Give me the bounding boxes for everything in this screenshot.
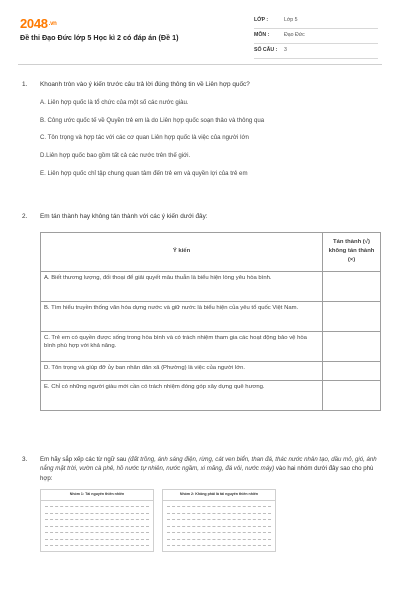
meta-row-question-count [254,44,378,59]
question-number: 1. [22,81,28,88]
answer-line[interactable] [167,513,271,514]
logo-text: 2048 [20,16,48,31]
answer-option-b[interactable]: B. Công ước quốc tế về Quyền trẻ em là do Liên hợp quốc soạn thảo và thông qua [40,116,265,124]
meta-key: SỐ CÂU : [254,47,278,54]
question-text: Em tán thành hay không tán thành với các ý kiến dưới đây: [40,213,208,220]
table-header-row [41,232,381,271]
meta-value: Đạo Đức [284,32,305,39]
meta-value: 3 [284,47,287,54]
opinion-cell: D. Tôn trọng và giúp đỡ ủy ban nhân dân xã (Phường) là việc của người lớn. [41,361,323,380]
question-3 [18,455,382,552]
meta-key: LỚP : [254,17,269,24]
meta-key: MÔN : [254,32,270,39]
answer-cell[interactable] [323,380,381,410]
opinion-cell: B. Tìm hiểu truyền thống văn hóa dựng nước và giữ nước là biểu hiện của yêu tổ quốc Việt Nam. [41,301,323,331]
answer-line[interactable] [45,532,149,533]
answer-option-d[interactable]: D.Liên hợp quốc bao gồm tất cả các nước trên thế giới. [40,152,191,160]
answer-line[interactable] [167,539,271,540]
answer-cell[interactable] [323,271,381,301]
answer-option-c[interactable]: C. Tôn trọng và hợp tác với các cơ quan Liên hợp quốc là việc của người lớn [40,134,249,142]
column-header-opinion: Ý kiến [41,232,323,271]
table-row [41,331,381,361]
logo-suffix: .vn [48,21,57,28]
question-1 [18,80,382,178]
answer-cell[interactable] [323,361,381,380]
question-text-end: vào hai nhóm dưới đây sao cho phù hợp: [40,465,374,482]
question-text [40,455,382,483]
group-1-header: Nhóm 1: Tài nguyên thiên nhiên [41,490,153,500]
answer-cell[interactable] [323,331,381,361]
opinion-cell: C. Trẻ em có quyền được sống trong hòa bình và có trách nhiệm tham gia các hoạt động bảo vệ hòa bình phù hợp với khả năng. [41,331,323,361]
answer-line[interactable] [45,513,149,514]
answer-line[interactable] [45,526,149,527]
answer-line[interactable] [45,539,149,540]
table-row [41,271,381,301]
opinion-cell: A. Biết thương lượng, đối thoại để giải quyết mâu thuẫn là biểu hiện lòng yêu hòa bình. [41,271,323,301]
answer-option-a[interactable]: A. Liên hợp quốc là tổ chức của một số các nước giàu. [40,99,189,107]
answer-option-e[interactable]: E. Liên hợp quốc chỉ tập chung quan tâm đến trẻ em và quyền lợi của trẻ em [40,169,248,177]
document-header [18,10,382,60]
header-divider [18,64,382,65]
site-logo[interactable] [20,14,57,34]
table-row [41,301,381,331]
meta-row-grade [254,14,378,29]
answer-line[interactable] [45,506,149,507]
question-number: 3. [22,456,28,463]
opinion-table [40,232,381,411]
answer-line[interactable] [45,545,149,546]
group-1-table [40,489,154,552]
question-2 [18,212,382,411]
group-2-table [162,489,276,552]
opinion-cell: E. Chỉ có những người giàu mới cần có trách nhiệm đóng góp xây dựng quê hương. [41,380,323,410]
table-row [41,380,381,410]
table-row [41,361,381,380]
column-header-agree: Tán thành (√) không tán thành (×) [323,232,381,271]
question-number: 2. [22,213,28,220]
document-title: Đề thi Đạo Đức lớp 5 Học kì 2 có đáp án (Đề 1) [20,33,179,42]
answer-cell[interactable] [323,301,381,331]
question-text: Khoanh tròn vào ý kiến trước câu trả lời đúng thông tin về Liên hợp quốc? [40,81,250,88]
meta-row-subject [254,29,378,44]
meta-value: Lớp 5 [284,17,298,24]
sorting-tables [40,489,382,552]
answer-line[interactable] [167,532,271,533]
word-list: (đất trồng, ánh sáng điện, rừng, cát ven biển, than đá, thác nước nhân tạo, dầu mỏ, gió, ánh nắng mặt trời, vườn cà phê, hồ nước tự nhiên, nước ngầm, xi măng, đá vôi, nước máy) [40,456,377,473]
answer-line[interactable] [45,519,149,520]
answer-line[interactable] [167,519,271,520]
question-text-start: Em hãy sắp xếp các từ ngữ sau [40,456,129,463]
answer-line[interactable] [167,506,271,507]
group-2-header: Nhóm 2: Không phải là tài nguyên thiên nhiên [163,490,275,500]
answer-line[interactable] [167,545,271,546]
answer-line[interactable] [167,526,271,527]
document-meta [254,14,378,59]
